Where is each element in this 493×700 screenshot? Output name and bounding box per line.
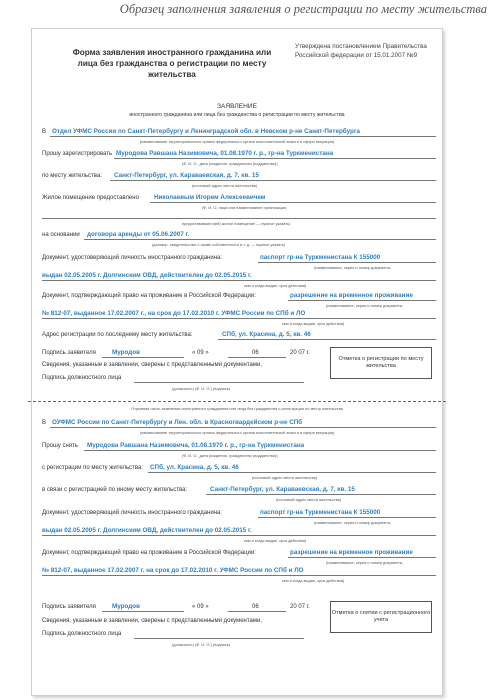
part2-to-hint: (наименование территориального органа федерального органа исполнительной власти в сфере миграции) <box>139 430 335 435</box>
part2-id-value: паспорт гр-на Туркменистана К 155000 <box>260 509 381 516</box>
part2-right-label: Документ, подтверждающий право на проживание в Российской Федерации: <box>42 550 256 556</box>
part2-sign-label: Подпись заявителя <box>42 604 96 610</box>
part2-stamp-box: Отметка о снятии с регистрационного учета <box>330 601 432 633</box>
part1-to-prefix: В <box>42 129 47 135</box>
form-title: Форма заявления иностранного гражданина или лица без гражданства о регистрации по месту жительства <box>72 48 272 79</box>
part1-id-value2: выдан 02.05.2005 г. Долгинским ОВД, действителен до 02.05.2015 г. <box>42 272 252 279</box>
part1-to-hint: (наименование территориального органа федерального органа исполнительной власти в сфере миграции) <box>139 139 335 144</box>
part1-date-day: « 09 » <box>192 350 209 356</box>
part1-stamp-box: Отметка о регистрации по месту жительства <box>330 347 432 379</box>
part2-to-prefix: В <box>42 420 47 426</box>
part2-to-value: ОУФМС России по Санкт-Петербургу и Лен. обл. в Красногвардейском р-не СПб <box>52 419 303 426</box>
part1-register-hint: (Ф. И. О., дата рождения, гражданство (подданство)) <box>182 161 278 166</box>
part1-basis-label: на основании <box>42 232 80 238</box>
part2-right-value: разрешение на временное проживание <box>290 549 413 556</box>
page-caption: Образец заполнения заявления о регистрации по месту жительства <box>119 2 487 16</box>
part1-register-value: Муродова Равшана Назимовича, 01.08.1970 г. р., гр-на Туркменистана <box>116 150 334 157</box>
part1-verified-label: Сведения, указанные в заявлении, сверены с представленными документами, <box>42 362 263 368</box>
part1-date-month: 06 <box>252 350 259 356</box>
part1-right-hint2: кем и когда выдан, срок действия) <box>282 321 345 326</box>
part1-basis-value: договора аренды от 05.06.2007 г. <box>87 231 190 238</box>
part1-sign-value: Муродов <box>112 349 140 356</box>
part2-official-label: Подпись должностного лица <box>42 631 122 637</box>
doc-heading: ЗАЯВЛЕНИЕ <box>216 103 258 110</box>
part1-provider-label: Жилое помещение предоставлено <box>42 195 139 201</box>
part1-date-year: 20 07 г. <box>290 350 310 356</box>
part2-right-value2: № 812-07, выданное 17.02.2007 г. на срок до 17.02.2010 г. УФМС России по СПб и ЛО <box>42 567 304 574</box>
part2-date-month: 06 <box>252 604 259 610</box>
part1-official-hint: (должность) (Ф. И. О.) (подпись) <box>172 386 231 391</box>
part1-id-label: Документ, удостоверяющий личность иностранного гражданина: <box>42 255 223 261</box>
part1-right-label: Документ, подтверждающий право на проживание в Российской Федерации: <box>42 293 256 299</box>
part2-remove-hint: (Ф. И. О., дата рождения, гражданство (подданство)) <box>182 453 278 458</box>
part2-id-label: Документ, удостоверяющий личность иностранного гражданина: <box>42 510 223 516</box>
part1-id-hint2: кем и когда выдан, срок действия) <box>244 283 307 288</box>
part1-basis-hint: (договор, свидетельство о праве собственности и т. д. — нужное указать) <box>152 242 286 247</box>
part1-provider-hint2: предоставившего(ей) жилое помещение — нужное указать) <box>182 221 291 226</box>
part2-from-label: с регистрации по месту жительства: <box>42 465 143 471</box>
cut-caption: Отрывная часть заявления иностранного гражданина или лица без гражданства о регистрации по месту жительства <box>131 406 343 411</box>
part2-sign-value: Муродов <box>112 603 140 610</box>
part1-id-hint: (наименование, серия и номер документа, <box>314 265 392 270</box>
part2-remove-label: Прошу снять <box>42 443 78 449</box>
part2-date-year: 20 07 г. <box>290 604 310 610</box>
part2-official-hint: (должность) (Ф. И. О.) (подпись) <box>172 642 231 647</box>
part2-reason-label: в связи с регистрацией по иному месту жительства: <box>42 487 188 493</box>
part1-to-value: Отдел УФМС России по Санкт-Петербургу и Ленинградской обл. в Невском р-не Санкт-Петербурга <box>52 128 361 135</box>
part2-reason-hint: (почтовый адрес места жительства) <box>276 497 342 502</box>
part2-id-hint: (наименование, серия и номер документа, <box>314 520 392 525</box>
part1-id-value: паспорт гр-на Туркменистана К 155000 <box>260 254 381 261</box>
part1-right-hint: (наименование, серия и номер документа, <box>326 303 404 308</box>
part2-id-value2: выдан 02.05.2005 г. Долгинским ОВД, действителен до 02.05.2015 г. <box>42 527 252 534</box>
part2-from-value: СПб, ул. Красина, д. 5, кв. 46 <box>150 464 239 471</box>
cut-line <box>28 401 446 402</box>
doc-subheading: иностранного гражданина или лица без гражданства о регистрации по месту жительства <box>129 112 345 118</box>
part2-remove-value: Муродова Равшана Назимовича, 01.08.1970 г. р., гр-на Туркменистана <box>87 442 305 449</box>
application-form-sheet <box>31 28 443 696</box>
part1-official-label: Подпись должностного лица <box>42 375 122 381</box>
part2-right-hint2: кем и когда выдан, срок действия) <box>282 578 345 583</box>
part2-from-hint: (почтовый адрес места жительства) <box>252 475 318 480</box>
approval-note: Утверждена постановлением Правительства Российской федерации от 15.01.2007 №9 <box>295 43 427 59</box>
part1-prev-value: СПб, ул. Красина, д. 5, кв. 46 <box>222 331 311 338</box>
part1-provider-value: Николаевым Игорем Алексеевичем <box>154 194 266 201</box>
part2-date-day: « 09 » <box>192 604 209 610</box>
part1-residence-label: по месту жительства: <box>42 173 102 179</box>
part2-reason-value: Санкт-Петербург, ул. Караваевская, д. 7, кв. 15 <box>210 486 355 493</box>
part2-right-hint: (наименование, серия и номер документа, <box>326 560 404 565</box>
part2-verified-label: Сведения, указанные в заявлении, сверены с представленными документами, <box>42 618 263 624</box>
part1-right-value: разрешение на временное проживание <box>290 292 413 299</box>
part1-register-label: Прошу зарегистрировать <box>42 151 113 157</box>
part2-id-hint2: кем и когда выдан, срок действия) <box>244 538 307 543</box>
part1-residence-value: Санкт-Петербург, ул. Караваевская, д. 7, кв. 15 <box>114 172 259 179</box>
part1-residence-hint: (почтовый адрес места жительства) <box>192 183 258 188</box>
part1-sign-label: Подпись заявителя <box>42 350 96 356</box>
part1-provider-hint: (Ф. И. О. лица или наименование организации, <box>202 205 288 210</box>
part1-right-value2: № 812-07, выданное 17.02.2007 г., на срок до 17.02.2010 г. УФМС России по СПб и ЛО <box>42 310 306 317</box>
part1-prev-label: Адрес регистрации по последнему месту жительства: <box>42 332 193 338</box>
